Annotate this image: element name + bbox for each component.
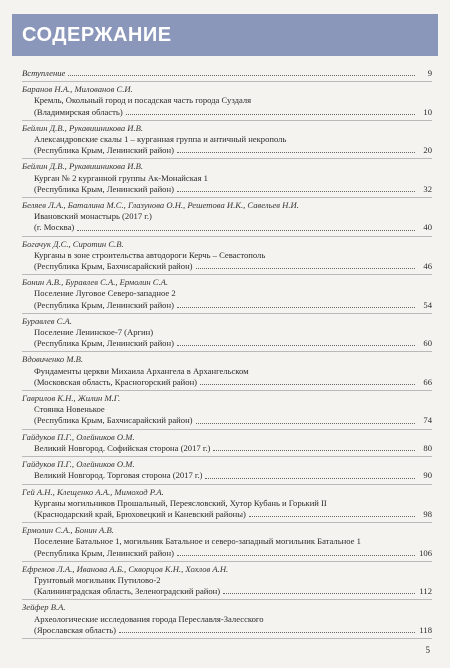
toc-page-number: 90 xyxy=(423,470,432,481)
toc-page-number: 112 xyxy=(419,586,432,597)
toc-authors: Ермолин С.А., Бонин А.В. xyxy=(22,525,114,536)
dot-leader xyxy=(200,384,415,385)
toc-page-row xyxy=(22,470,432,481)
toc-title-line: (Республика Крым, Бахчисарайский район) xyxy=(34,261,193,272)
toc-page-number: 20 xyxy=(423,145,432,156)
toc-entry xyxy=(22,485,432,524)
toc-title-line: (г. Москва) xyxy=(34,222,75,233)
toc-entry xyxy=(22,198,432,237)
toc-page-row xyxy=(22,415,432,426)
toc-title-line: (Владимирская область) xyxy=(34,106,123,117)
toc-page-number: 118 xyxy=(419,624,432,635)
toc-entry xyxy=(22,562,432,601)
toc-page-number: 80 xyxy=(423,442,432,453)
toc-title-line: Курганы могильников Прошальный, Переясловский, Хутор Кубань и Горький II xyxy=(34,497,327,508)
toc-page-row xyxy=(22,222,432,233)
dot-leader xyxy=(196,423,415,424)
toc-title-line: Поселение Ленинское-7 (Аргин) xyxy=(34,327,154,338)
toc-title-line: Великий Новгород. Торговая сторона (2017 г.) xyxy=(34,470,203,481)
toc-title-line: (Ярославская область) xyxy=(34,624,117,635)
toc-authors: Буравлев С.А. xyxy=(22,315,72,326)
toc-page-number: 74 xyxy=(423,415,432,426)
toc-page-number: 98 xyxy=(423,508,432,519)
dot-leader xyxy=(77,230,415,231)
section-header xyxy=(12,14,438,56)
toc-page-row xyxy=(22,300,432,311)
toc-title-line: Кремль, Окольный город и посадская часть города Суздаля xyxy=(34,95,252,106)
page-title: СОДЕРЖАНИЕ xyxy=(22,24,172,46)
toc-page-row xyxy=(22,377,432,388)
dot-leader xyxy=(205,478,415,479)
toc-page-number: 106 xyxy=(419,547,432,558)
toc-authors: Гайдуков П.Г., Олейников О.М. xyxy=(22,431,135,442)
toc-entry xyxy=(22,523,432,562)
toc-page-row xyxy=(22,586,432,597)
toc-title-line: Ивановский монастырь (2017 г.) xyxy=(34,211,152,222)
toc-authors: Бейлин Д.В., Рукавишникова И.В. xyxy=(22,122,144,133)
toc-page-row xyxy=(22,548,432,559)
toc-authors: Бейлин Д.В., Рукавишникова И.В. xyxy=(22,161,144,172)
toc-entry xyxy=(22,430,432,457)
toc-page-row xyxy=(22,68,432,79)
toc-page-number: 10 xyxy=(423,106,432,117)
toc-authors: Баранов Н.А., Милованов С.И. xyxy=(22,84,133,95)
toc-authors: Бонин А.В., Буравлев С.А., Ермолин С.А. xyxy=(22,277,169,288)
toc-entry xyxy=(22,391,432,430)
toc-authors: Богачук Д.С., Сиротин С.В. xyxy=(22,238,124,249)
toc-page-row xyxy=(22,184,432,195)
toc-page-row xyxy=(22,338,432,349)
toc-page-number: 40 xyxy=(423,222,432,233)
toc-entry xyxy=(22,237,432,276)
toc-page-row xyxy=(22,107,432,118)
dot-leader xyxy=(177,152,415,153)
toc-title-line: (Республика Крым, Ленинский район) xyxy=(34,145,174,156)
toc-title-line: (Республика Крым, Бахчисарайский район) xyxy=(34,415,193,426)
toc-page-number: 54 xyxy=(423,299,432,310)
dot-leader xyxy=(177,191,415,192)
toc-title-line: Поселение Батальное 1, могильник Батальное и северо-западный могильник Батальное 1 xyxy=(34,536,361,547)
toc-title-line: Грунтовый могильник Путилово-2 xyxy=(34,574,161,585)
toc-page-row xyxy=(22,625,432,636)
toc-authors: Ефремов Л.А., Иванова А.Б., Скворцов К.Н., Хохлов А.Н. xyxy=(22,563,229,574)
toc-authors: Гайдуков П.Г., Олейников О.М. xyxy=(22,459,135,470)
toc-entry xyxy=(22,457,432,484)
toc-page-number: 66 xyxy=(423,376,432,387)
toc-title-line: Археологические исследования города Переславля-Залесского xyxy=(34,613,264,624)
toc-entry xyxy=(22,600,432,639)
dot-leader xyxy=(249,516,415,517)
toc-title-line: (Калининградская область, Зеленоградский район) xyxy=(34,586,221,597)
dot-leader xyxy=(177,345,415,346)
dot-leader xyxy=(126,114,415,115)
dot-leader xyxy=(223,593,415,594)
toc-title-line: Поселение Луговое Северо-западное 2 xyxy=(34,288,176,299)
toc-entry xyxy=(22,352,432,391)
toc-title-line: (Республика Крым, Ленинский район) xyxy=(34,183,174,194)
toc-entry xyxy=(22,275,432,314)
toc-title-line: (Республика Крым, Ленинский район) xyxy=(34,547,174,558)
toc-title-line: Александровские скалы 1 – курганная группа и античный некрополь xyxy=(34,134,287,145)
toc-page-number: 46 xyxy=(423,261,432,272)
toc-page-number: 60 xyxy=(423,338,432,349)
toc-authors: Беляев Л.А., Баталина М.С., Глазунова О.Н., Решетова И.К., Савельев Н.И. xyxy=(22,200,299,211)
toc-authors: Зейфер В.А. xyxy=(22,602,66,613)
toc-title-line: (Республика Крым, Ленинский район) xyxy=(34,338,174,349)
toc-title-line: Великий Новгород. Софийская сторона (2017 г.) xyxy=(34,442,211,453)
dot-leader xyxy=(177,555,415,556)
toc-entry xyxy=(22,66,432,82)
toc-title-line: Фундаменты церкви Михаила Архангела в Архангельском xyxy=(34,365,249,376)
toc-page-row xyxy=(22,261,432,272)
toc-title-line: Стоянка Новенькое xyxy=(34,404,105,415)
toc-title-line: (Республика Крым, Ленинский район) xyxy=(34,299,174,310)
dot-leader xyxy=(68,75,415,76)
page-number: 5 xyxy=(425,645,430,655)
toc-authors: Гаврилов К.Н., Жилин М.Г. xyxy=(22,393,121,404)
dot-leader xyxy=(177,307,415,308)
toc-page-number: 32 xyxy=(423,183,432,194)
toc-entry xyxy=(22,314,432,353)
toc-page-row xyxy=(22,509,432,520)
toc-authors: Вдовиченко М.В. xyxy=(22,354,84,365)
toc-title-line: (Московская область, Красногорский район) xyxy=(34,376,198,387)
toc-page-number: 9 xyxy=(427,68,432,78)
dot-leader xyxy=(196,268,415,269)
table-of-contents xyxy=(22,66,432,639)
toc-title-line: Курган № 2 курганной группы Ак-Монайская 1 xyxy=(34,172,208,183)
toc-title-line: Вступление xyxy=(22,68,66,78)
toc-page-row xyxy=(22,145,432,156)
toc-title-line: (Краснодарский край, Брюховецкий и Каневский районы) xyxy=(34,508,246,519)
toc-title-line: Курганы в зоне строительства автодороги Керчь – Севастополь xyxy=(34,249,266,260)
dot-leader xyxy=(119,632,415,633)
toc-entry xyxy=(22,159,432,198)
dot-leader xyxy=(213,450,415,451)
toc-authors: Гей А.Н., Клещенко А.А., Мимоход Р.А. xyxy=(22,486,164,497)
toc-entry xyxy=(22,121,432,160)
toc-page-row xyxy=(22,443,432,454)
toc-entry xyxy=(22,82,432,121)
